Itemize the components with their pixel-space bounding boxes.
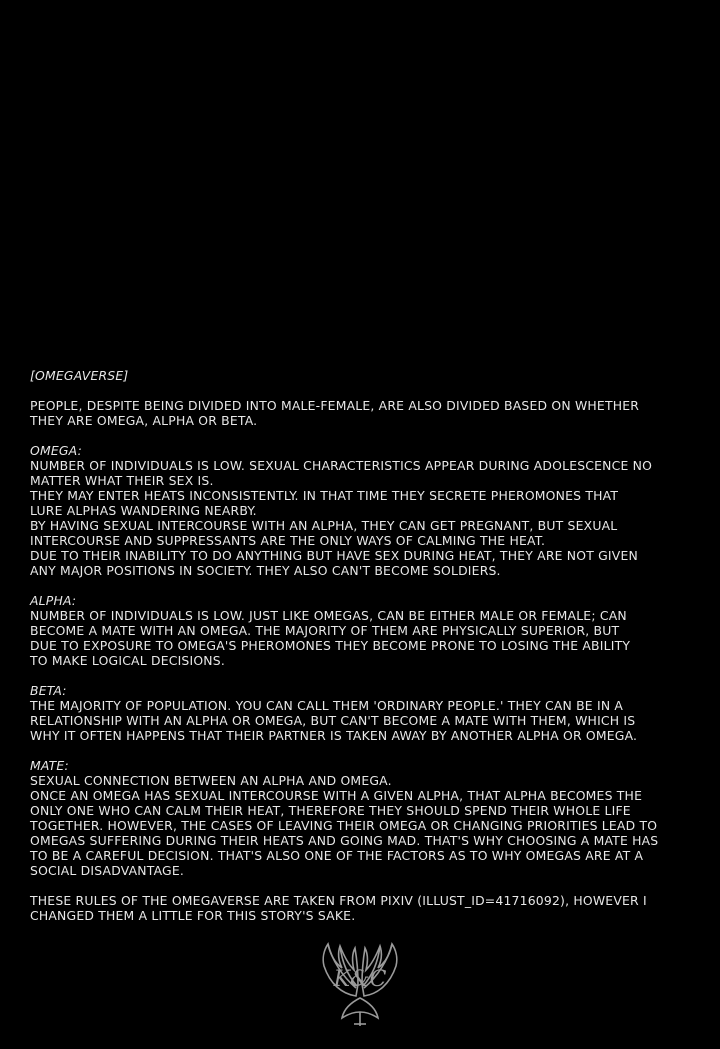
section-heading-omega: OMEGA:	[30, 443, 82, 458]
section-body-alpha: NUMBER OF INDIVIDUALS IS LOW. JUST LIKE OMEGAS, CAN BE EITHER MALE OR FEMALE; CAN BECOME A MATE WITH AN OMEGA. THE MAJORITY OF THEM ARE PHYSICALLY SUPERIOR, BUT DUE TO EXPOSURE TO OMEGA'S PHEROMONES THEY BECOME PRONE TO LOSING THE ABILITY TO MAKE LOGICAL DECISIONS.	[30, 608, 631, 668]
footer-note: THESE RULES OF THE OMEGAVERSE ARE TAKEN FROM PIXIV (ILLUST_ID=41716092), HOWEVER I CHANGED THEM A LITTLE FOR THIS STORY'S SAKE.	[30, 893, 647, 923]
omegaverse-rules	[30, 368, 698, 923]
document-title: [OMEGAVERSE]	[30, 368, 129, 383]
intro-paragraph: PEOPLE, DESPITE BEING DIVIDED INTO MALE-FEMALE, ARE ALSO DIVIDED BASED ON WHETHER THEY ARE OMEGA, ALPHA OR BETA.	[30, 398, 640, 428]
section-heading-alpha: ALPHA:	[30, 593, 77, 608]
section-heading-mate: MATE:	[30, 758, 69, 773]
logo-monogram: K&C	[333, 967, 387, 992]
winged-monogram-logo-icon	[312, 936, 408, 1032]
section-body-omega: NUMBER OF INDIVIDUALS IS LOW. SEXUAL CHARACTERISTICS APPEAR DURING ADOLESCENCE NO MATTER WHAT THEIR SEX IS. THEY MAY ENTER HEATS INCONSISTENTLY. IN THAT TIME THEY SECRETE PHEROMONES THAT LURE ALPHAS WANDERING NEARBY. BY HAVING SEXUAL INTERCOURSE WITH AN ALPHA, THEY CAN GET PREGNANT, BUT SEXUAL INTERCOURSE AND SUPPRESSANTS ARE THE ONLY WAYS OF CALMING THE HEAT. DUE TO THEIR INABILITY TO DO ANYTHING BUT HAVE SEX DURING HEAT, THEY ARE NOT GIVEN ANY MAJOR POSITIONS IN SOCIETY. THEY ALSO CAN'T BECOME SOLDIERS.	[30, 458, 653, 578]
section-heading-beta: BETA:	[30, 683, 67, 698]
section-body-mate: SEXUAL CONNECTION BETWEEN AN ALPHA AND OMEGA. ONCE AN OMEGA HAS SEXUAL INTERCOURSE WITH A GIVEN ALPHA, THAT ALPHA BECOMES THE ONLY ONE WHO CAN CALM THEIR HEAT, THEREFORE THEY SHOULD SPEND THEIR WHOLE LIFE TOGETHER. HOWEVER, THE CASES OF LEAVING THEIR OMEGA OR CHANGING PRIORITIES LEAD TO OMEGAS SUFFERING DURING THEIR HEATS AND GOING MAD. THAT'S WHY CHOOSING A MATE HAS TO BE A CAREFUL DECISION. THAT'S ALSO ONE OF THE FACTORS AS TO WHY OMEGAS ARE AT A SOCIAL DISADVANTAGE.	[30, 773, 659, 878]
section-body-beta: THE MAJORITY OF POPULATION. YOU CAN CALL THEM 'ORDINARY PEOPLE.' THEY CAN BE IN A RELATIONSHIP WITH AN ALPHA OR OMEGA, BUT CAN'T BECOME A MATE WITH THEM, WHICH IS WHY IT OFTEN HAPPENS THAT THEIR PARTNER IS TAKEN AWAY BY ANOTHER ALPHA OR OMEGA.	[30, 698, 638, 743]
